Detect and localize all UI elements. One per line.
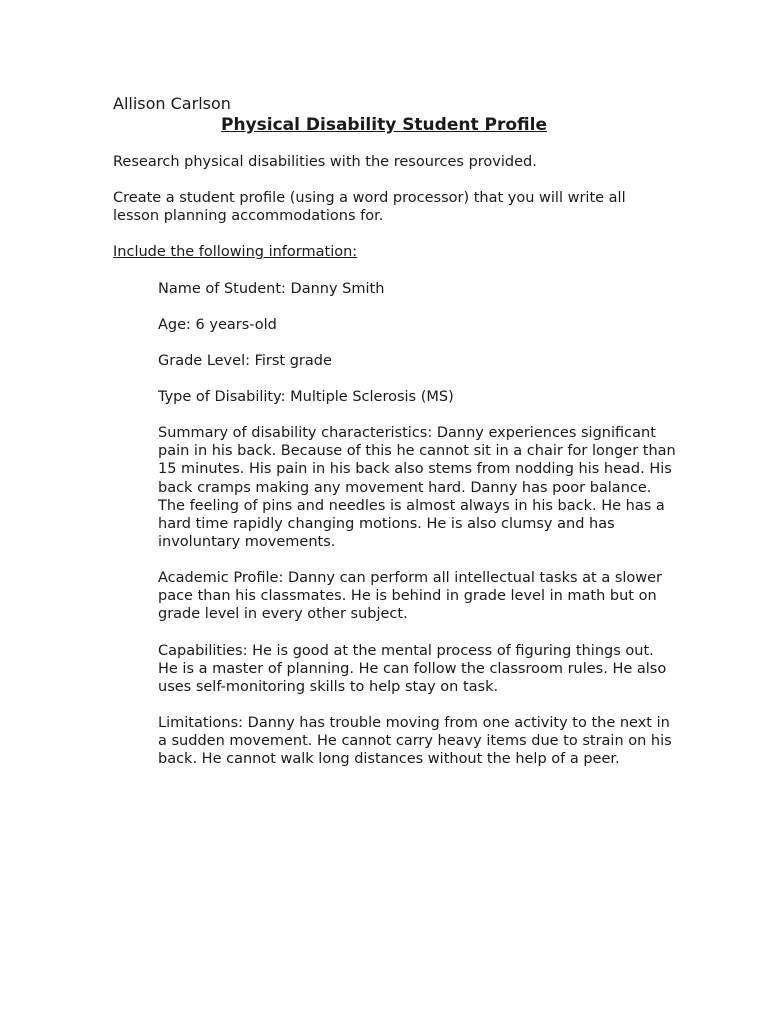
student-grade: Grade Level: First grade [158,353,332,369]
author-name: Allison Carlson [113,94,231,113]
academic-profile: Academic Profile: Danny can perform all intellectual tasks at a slower pace than his classmates. He is behind in grade level in math but on grade level in every other subject. [158,570,663,623]
disability-type: Type of Disability: Multiple Sclerosis (MS) [158,389,454,405]
limitations: Limitations: Danny has trouble moving from one activity to the next in a sudden movement. He cannot carry heavy items due to strain on his back. He cannot walk long distances without the help of a peer. [158,715,672,768]
document-title: Physical Disability Student Profile [221,115,547,135]
student-name: Name of Student: Danny Smith [158,281,385,297]
intro-include: Include the following information: [113,244,358,260]
student-age: Age: 6 years-old [158,317,277,333]
disability-summary: Summary of disability characteristics: Danny experiences significant pain in his back. Because of this he cannot sit in a chair for longer than 15 minutes. His pain in his back also stems from nodding his head. His back cramps making any movement hard. Danny has poor balance. The feeling of pins and needles is almost always in his back. He has a hard time rapidly changing motions. He is also clumsy and has involuntary movements. [158,425,676,551]
intro-research: Research physical disabilities with the resources provided. [113,154,537,170]
intro-create: Create a student profile (using a word processor) that you will write all lesson planning accommodations for. [113,190,626,225]
intro-include-line [113,243,673,261]
capabilities: Capabilities: He is good at the mental process of figuring things out. He is a master of planning. He can follow the classroom rules. He also uses self-monitoring skills to help stay on task. [158,643,667,696]
